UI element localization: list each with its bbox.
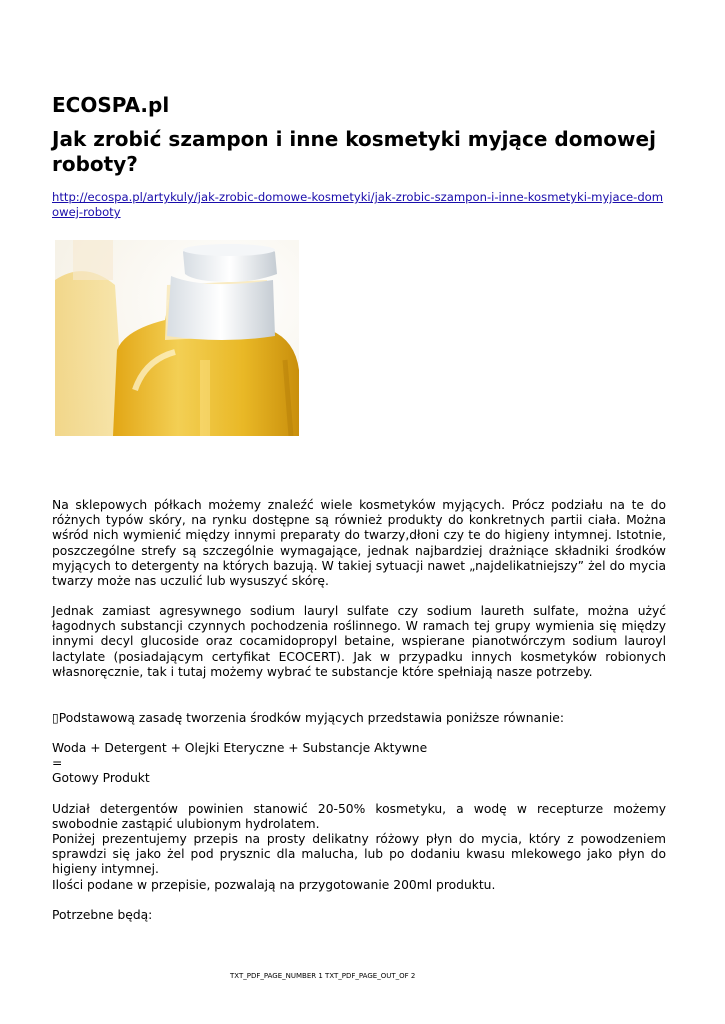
paragraph-rule-text: Podstawową zasadę tworzenia środków myjących przedstawia poniższe równanie:: [58, 711, 564, 725]
paragraph-detergents: Jednak zamiast agresywnego sodium lauryl sulfate czy sodium laureth sulfate, można użyć łagodnych substancji czynnych pochodzenia roślinnego. W ramach tej grupy wymienia się między innymi decyl glucoside oraz cocamidopropyl betaine, wspierane pianotwórczym sodium lauroyl lactylate (posiadającym certyfikat ECOCERT). Jak w przypadku innych kosmetyków robionych własnoręcznie, tak i tutaj możemy wybrać te substancje które spełniają nasze potrzeby.: [52, 604, 666, 679]
page-footer: TXT_PDF_PAGE_NUMBER 1 TXT_PDF_PAGE_OUT_OF 2: [230, 972, 416, 980]
equation-line-3: Gotowy Produkt: [52, 771, 150, 785]
shampoo-bottle-photo: [55, 240, 299, 436]
equation-line-1: Woda + Detergent + Olejki Eteryczne + Substancje Aktywne: [52, 741, 428, 755]
paragraph-quantity: Ilości podane w przepisie, pozwalają na przygotowanie 200ml produktu.: [52, 878, 496, 892]
site-title: ECOSPA.pl: [52, 93, 170, 117]
missing-glyph-icon: ▯: [52, 711, 59, 725]
article-title: Jak zrobić szampon i inne kosmetyki myjące domowej roboty?: [52, 127, 656, 176]
paragraph-rule: [52, 711, 666, 726]
paragraph-needed: Potrzebne będą:: [52, 908, 153, 922]
source-link[interactable]: http://ecospa.pl/artykuly/jak-zrobic-domowe-kosmetyki/jak-zrobic-szampon-i-inne-kosmetyki-myjace-domowej-roboty: [52, 190, 664, 219]
paragraph-proportions: Udział detergentów powinien stanowić 20-50% kosmetyku, a wodę w recepturze możemy swobodnie zastąpić ulubionym hydrolatem.: [52, 802, 666, 832]
equation-line-2: =: [52, 756, 63, 770]
paragraph-recipe: Poniżej prezentujemy przepis na prosty delikatny różowy płyn do mycia, który z powodzeniem sprawdzi się jako żel pod prysznic dla malucha, lub po dodaniu kwasu mlekowego jako płyn do higieny intymnej.: [52, 832, 666, 877]
paragraph-intro: Na sklepowych półkach możemy znaleźć wiele kosmetyków myjących. Prócz podziału na te do różnych typów skóry, na rynku dostępne są również produkty do konkretnych partii ciała. Można wśród nich wymienić między innymi preparaty do twarzy,dłoni czy te do higieny intymnej. Istotnie, poszczególne strefy są szczególnie wymagające, jednak najbardziej drażniące składniki środków myjących to detergenty na których bazują. W takiej sytuacji nawet „najdelikatniejszy” żel do mycia twarzy może nas uczulić lub wysuszyć skórę.: [52, 498, 666, 589]
